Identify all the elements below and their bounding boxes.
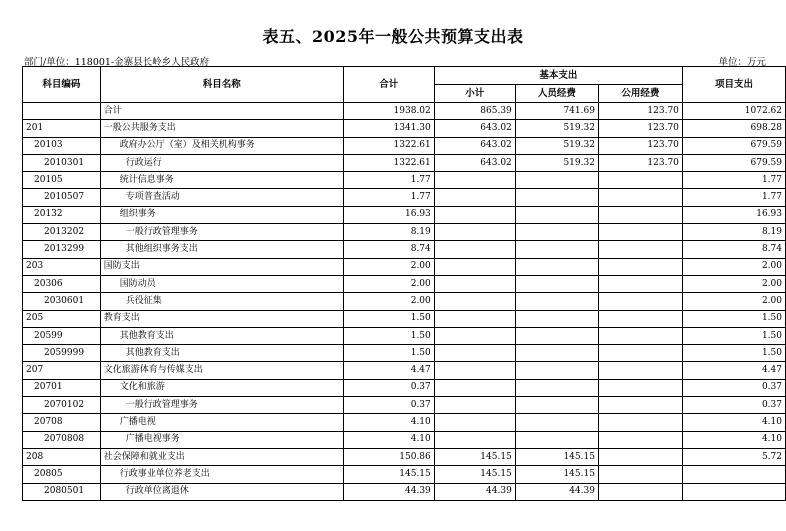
department-label: 部门/单位：118001-金寨县长岭乡人民政府 bbox=[24, 57, 210, 68]
cell-personnel bbox=[515, 345, 598, 362]
cell-project: 0.37 bbox=[682, 379, 785, 396]
table-row bbox=[23, 327, 786, 344]
cell-code: 207 bbox=[23, 362, 101, 379]
cell-code: 20599 bbox=[23, 327, 101, 344]
cell-code: 208 bbox=[23, 448, 101, 465]
cell-public bbox=[598, 172, 682, 189]
cell-total: 8.19 bbox=[343, 224, 434, 241]
cell-public bbox=[598, 293, 682, 310]
cell-total: 1341.30 bbox=[343, 120, 434, 137]
cell-total: 16.93 bbox=[343, 206, 434, 223]
cell-code: 20105 bbox=[23, 172, 101, 189]
cell-code: 203 bbox=[23, 258, 101, 275]
cell-name: 国防支出 bbox=[100, 258, 343, 275]
cell-total: 1.77 bbox=[343, 172, 434, 189]
cell-project: 698.28 bbox=[682, 120, 785, 137]
cell-name: 合计 bbox=[100, 103, 343, 120]
cell-subtotal bbox=[434, 241, 515, 258]
cell-name: 广播电视事务 bbox=[100, 431, 343, 448]
cell-personnel bbox=[515, 414, 598, 431]
cell-public bbox=[598, 397, 682, 414]
cell-total: 1322.61 bbox=[343, 154, 434, 171]
cell-name: 其他教育支出 bbox=[100, 345, 343, 362]
cell-code: 2010507 bbox=[23, 189, 101, 206]
cell-total: 4.10 bbox=[343, 414, 434, 431]
table-row bbox=[23, 483, 786, 500]
cell-code: 2010301 bbox=[23, 154, 101, 171]
cell-subtotal: 44.39 bbox=[434, 483, 515, 500]
header-row-1 bbox=[23, 67, 786, 85]
cell-code: 2059999 bbox=[23, 345, 101, 362]
cell-public bbox=[598, 379, 682, 396]
cell-name: 统计信息事务 bbox=[100, 172, 343, 189]
cell-code bbox=[23, 103, 101, 120]
cell-total: 150.86 bbox=[343, 448, 434, 465]
cell-code: 201 bbox=[23, 120, 101, 137]
cell-public bbox=[598, 189, 682, 206]
cell-public bbox=[598, 258, 682, 275]
cell-total: 145.15 bbox=[343, 466, 434, 483]
cell-project: 1072.62 bbox=[682, 103, 785, 120]
table-row bbox=[23, 379, 786, 396]
cell-subtotal bbox=[434, 414, 515, 431]
cell-total: 0.37 bbox=[343, 379, 434, 396]
table-row bbox=[23, 293, 786, 310]
cell-subtotal bbox=[434, 275, 515, 292]
cell-project: 4.47 bbox=[682, 362, 785, 379]
cell-total: 0.37 bbox=[343, 397, 434, 414]
cell-code: 20132 bbox=[23, 206, 101, 223]
cell-public bbox=[598, 431, 682, 448]
cell-code: 2013202 bbox=[23, 224, 101, 241]
cell-subtotal bbox=[434, 310, 515, 327]
cell-name: 文化和旅游 bbox=[100, 379, 343, 396]
cell-name: 教育支出 bbox=[100, 310, 343, 327]
table-row bbox=[23, 103, 786, 120]
cell-total: 8.74 bbox=[343, 241, 434, 258]
cell-code: 20306 bbox=[23, 275, 101, 292]
cell-code: 20708 bbox=[23, 414, 101, 431]
cell-subtotal: 865.39 bbox=[434, 103, 515, 120]
cell-subtotal: 145.15 bbox=[434, 466, 515, 483]
cell-personnel: 519.32 bbox=[515, 120, 598, 137]
cell-public bbox=[598, 362, 682, 379]
cell-public bbox=[598, 310, 682, 327]
cell-personnel bbox=[515, 241, 598, 258]
cell-public bbox=[598, 327, 682, 344]
col-header-subtotal: 小计 bbox=[434, 85, 515, 103]
cell-project bbox=[682, 466, 785, 483]
cell-personnel bbox=[515, 206, 598, 223]
cell-name: 社会保障和就业支出 bbox=[100, 448, 343, 465]
table-row bbox=[23, 448, 786, 465]
cell-public: 123.70 bbox=[598, 154, 682, 171]
cell-subtotal bbox=[434, 189, 515, 206]
col-header-public: 公用经费 bbox=[598, 85, 682, 103]
budget-table bbox=[22, 66, 786, 501]
cell-public bbox=[598, 414, 682, 431]
cell-project: 2.00 bbox=[682, 275, 785, 292]
cell-total: 2.00 bbox=[343, 275, 434, 292]
cell-personnel bbox=[515, 397, 598, 414]
cell-project: 2.00 bbox=[682, 258, 785, 275]
cell-project: 0.37 bbox=[682, 397, 785, 414]
cell-subtotal: 643.02 bbox=[434, 154, 515, 171]
cell-subtotal bbox=[434, 379, 515, 396]
cell-subtotal: 643.02 bbox=[434, 120, 515, 137]
cell-total: 2.00 bbox=[343, 293, 434, 310]
cell-name: 一般行政管理事务 bbox=[100, 224, 343, 241]
cell-total: 2.00 bbox=[343, 258, 434, 275]
cell-total: 1.50 bbox=[343, 345, 434, 362]
cell-project: 8.74 bbox=[682, 241, 785, 258]
cell-project: 16.93 bbox=[682, 206, 785, 223]
cell-total: 44.39 bbox=[343, 483, 434, 500]
cell-subtotal bbox=[434, 362, 515, 379]
table-row bbox=[23, 241, 786, 258]
cell-name: 广播电视 bbox=[100, 414, 343, 431]
cell-name: 行政运行 bbox=[100, 154, 343, 171]
cell-personnel: 145.15 bbox=[515, 448, 598, 465]
cell-public bbox=[598, 224, 682, 241]
table-row bbox=[23, 275, 786, 292]
cell-name: 一般公共服务支出 bbox=[100, 120, 343, 137]
table-row bbox=[23, 310, 786, 327]
cell-code: 2030601 bbox=[23, 293, 101, 310]
cell-total: 1.50 bbox=[343, 327, 434, 344]
table-row bbox=[23, 154, 786, 171]
cell-public: 123.70 bbox=[598, 137, 682, 154]
page-title: 表五、2025年一般公共预算支出表 bbox=[262, 27, 524, 46]
cell-project: 5.72 bbox=[682, 448, 785, 465]
col-header-basic: 基本支出 bbox=[434, 67, 682, 85]
cell-name: 专项普查活动 bbox=[100, 189, 343, 206]
cell-subtotal bbox=[434, 327, 515, 344]
cell-public bbox=[598, 483, 682, 500]
cell-project: 4.10 bbox=[682, 431, 785, 448]
cell-subtotal bbox=[434, 397, 515, 414]
col-header-name: 科目名称 bbox=[100, 67, 343, 103]
cell-total: 1322.61 bbox=[343, 137, 434, 154]
cell-total: 1.77 bbox=[343, 189, 434, 206]
cell-total: 1938.02 bbox=[343, 103, 434, 120]
cell-personnel bbox=[515, 362, 598, 379]
cell-public: 123.70 bbox=[598, 103, 682, 120]
unit-label: 单位：万元 bbox=[718, 57, 766, 68]
cell-personnel bbox=[515, 189, 598, 206]
cell-personnel bbox=[515, 224, 598, 241]
cell-code: 2013299 bbox=[23, 241, 101, 258]
cell-subtotal: 643.02 bbox=[434, 137, 515, 154]
cell-code: 2070102 bbox=[23, 397, 101, 414]
cell-project: 1.50 bbox=[682, 327, 785, 344]
table-row bbox=[23, 224, 786, 241]
cell-name: 一般行政管理事务 bbox=[100, 397, 343, 414]
table-row bbox=[23, 397, 786, 414]
cell-project: 679.59 bbox=[682, 154, 785, 171]
cell-project bbox=[682, 483, 785, 500]
cell-project: 1.77 bbox=[682, 189, 785, 206]
cell-name: 国防动员 bbox=[100, 275, 343, 292]
cell-code: 20103 bbox=[23, 137, 101, 154]
cell-project: 1.50 bbox=[682, 310, 785, 327]
col-header-project: 项目支出 bbox=[682, 67, 785, 103]
cell-project: 8.19 bbox=[682, 224, 785, 241]
cell-personnel: 145.15 bbox=[515, 466, 598, 483]
cell-personnel bbox=[515, 379, 598, 396]
cell-project: 1.50 bbox=[682, 345, 785, 362]
cell-public bbox=[598, 448, 682, 465]
cell-personnel bbox=[515, 310, 598, 327]
table-row bbox=[23, 414, 786, 431]
cell-public bbox=[598, 466, 682, 483]
col-header-code: 科目编码 bbox=[23, 67, 101, 103]
cell-public bbox=[598, 345, 682, 362]
cell-project: 679.59 bbox=[682, 137, 785, 154]
cell-subtotal bbox=[434, 293, 515, 310]
cell-subtotal bbox=[434, 345, 515, 362]
table-row bbox=[23, 362, 786, 379]
table-row bbox=[23, 172, 786, 189]
cell-personnel bbox=[515, 275, 598, 292]
table-row bbox=[23, 466, 786, 483]
cell-personnel: 44.39 bbox=[515, 483, 598, 500]
cell-total: 1.50 bbox=[343, 310, 434, 327]
cell-code: 2080501 bbox=[23, 483, 101, 500]
cell-personnel bbox=[515, 258, 598, 275]
cell-public bbox=[598, 206, 682, 223]
cell-personnel bbox=[515, 293, 598, 310]
table-row bbox=[23, 258, 786, 275]
cell-code: 20701 bbox=[23, 379, 101, 396]
cell-personnel: 741.69 bbox=[515, 103, 598, 120]
cell-subtotal bbox=[434, 258, 515, 275]
cell-name: 兵役征集 bbox=[100, 293, 343, 310]
cell-public bbox=[598, 275, 682, 292]
cell-name: 行政单位离退休 bbox=[100, 483, 343, 500]
cell-code: 205 bbox=[23, 310, 101, 327]
cell-subtotal bbox=[434, 431, 515, 448]
table-row bbox=[23, 120, 786, 137]
table-row bbox=[23, 137, 786, 154]
cell-name: 其他教育支出 bbox=[100, 327, 343, 344]
cell-personnel bbox=[515, 172, 598, 189]
cell-name: 政府办公厅（室）及相关机构事务 bbox=[100, 137, 343, 154]
col-header-personnel: 人员经费 bbox=[515, 85, 598, 103]
cell-project: 2.00 bbox=[682, 293, 785, 310]
cell-subtotal: 145.15 bbox=[434, 448, 515, 465]
cell-personnel bbox=[515, 431, 598, 448]
cell-subtotal bbox=[434, 206, 515, 223]
cell-personnel bbox=[515, 327, 598, 344]
cell-name: 文化旅游体育与传媒支出 bbox=[100, 362, 343, 379]
cell-subtotal bbox=[434, 224, 515, 241]
col-header-total: 合计 bbox=[343, 67, 434, 103]
cell-project: 4.10 bbox=[682, 414, 785, 431]
table-row bbox=[23, 189, 786, 206]
table-row bbox=[23, 431, 786, 448]
cell-personnel: 519.32 bbox=[515, 137, 598, 154]
cell-name: 其他组织事务支出 bbox=[100, 241, 343, 258]
table-row bbox=[23, 345, 786, 362]
cell-public: 123.70 bbox=[598, 120, 682, 137]
cell-code: 20805 bbox=[23, 466, 101, 483]
cell-code: 2070808 bbox=[23, 431, 101, 448]
cell-total: 4.47 bbox=[343, 362, 434, 379]
cell-subtotal bbox=[434, 172, 515, 189]
cell-name: 组织事务 bbox=[100, 206, 343, 223]
cell-project: 1.77 bbox=[682, 172, 785, 189]
table-row bbox=[23, 206, 786, 223]
cell-total: 4.10 bbox=[343, 431, 434, 448]
cell-personnel: 519.32 bbox=[515, 154, 598, 171]
cell-public bbox=[598, 241, 682, 258]
cell-name: 行政事业单位养老支出 bbox=[100, 466, 343, 483]
